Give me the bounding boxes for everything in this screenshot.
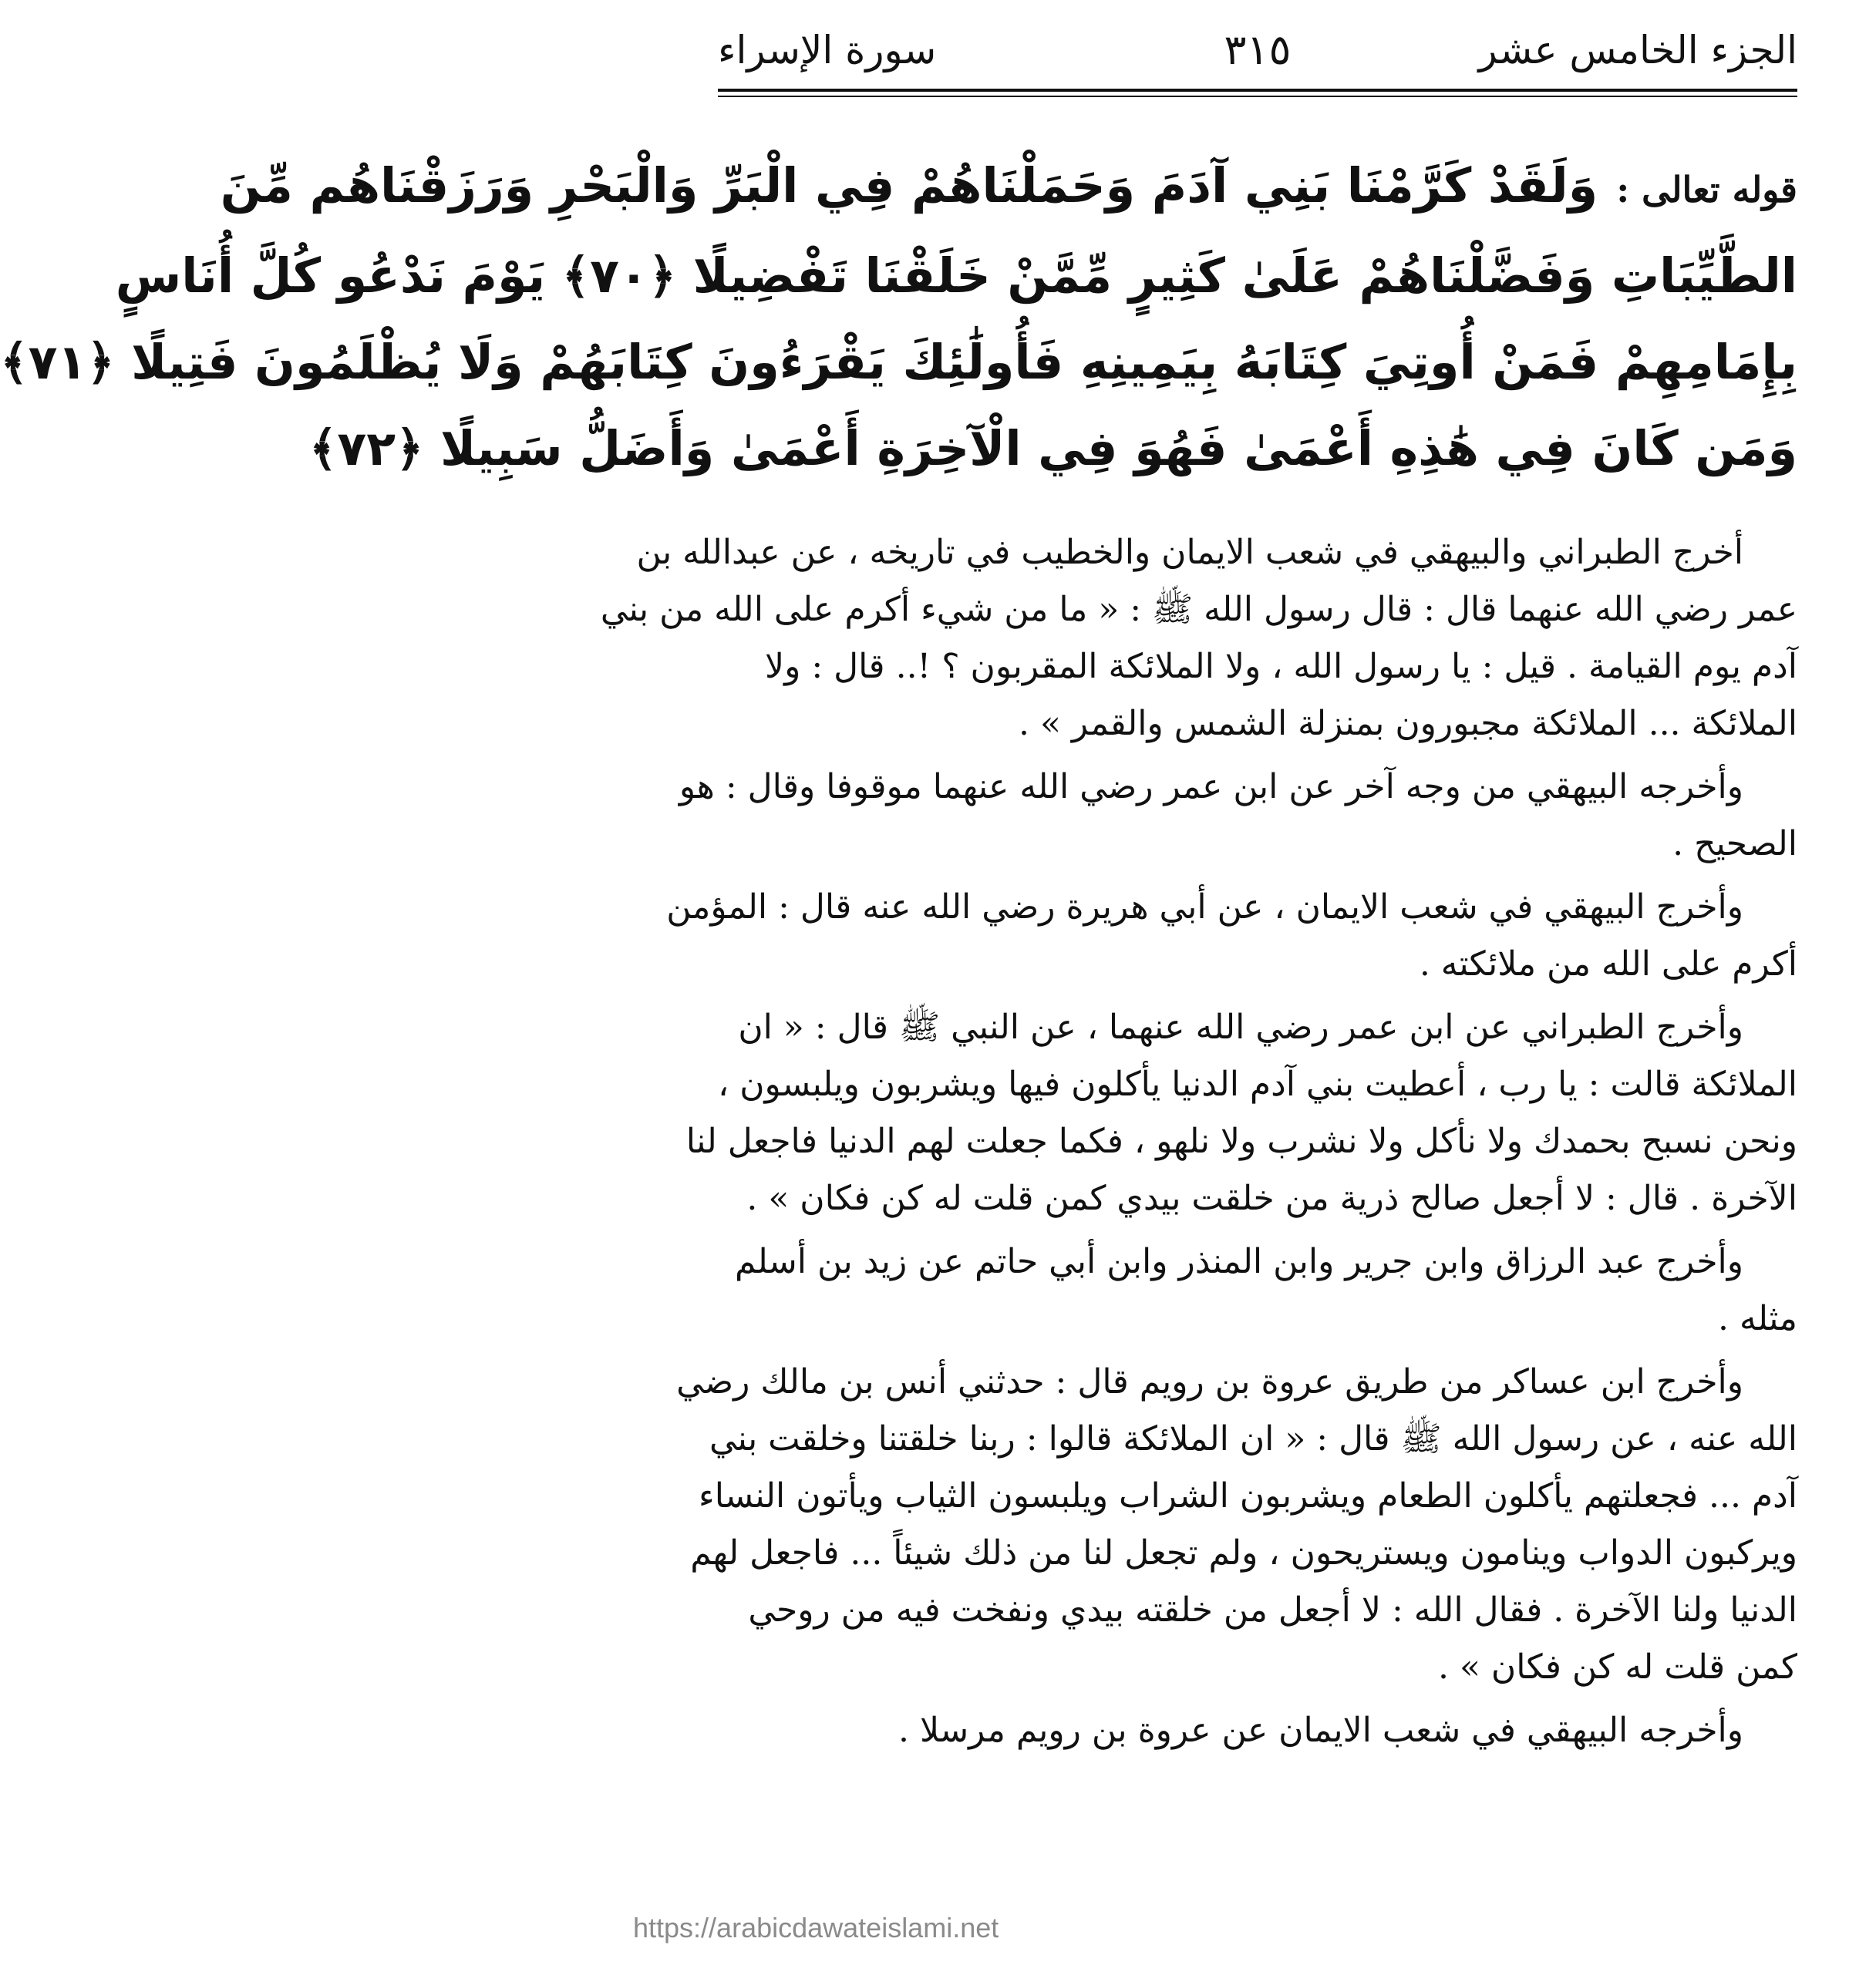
- paragraph: [666, 879, 1797, 993]
- commentary-body: [600, 524, 1797, 1765]
- quran-verse-block: [0, 143, 1797, 492]
- text-line: وأخرج عبد الرزاق وابن جرير وابن المنذر وابن أبي حاتم عن زيد بن أسلم: [735, 1242, 1743, 1281]
- text-line: الله عنه ، عن رسول الله ﷺ قال : « ان الملائكة قالوا : ربنا خلقتنا وخلقت بني: [709, 1419, 1797, 1459]
- text-line: الملائكة ... الملائكة مجبورون بمنزلة الشمس والقمر » .: [1019, 704, 1797, 743]
- text-line: آدم ... فجعلتهم يأكلون الطعام ويشربون الشراب ويلبسون الثياب ويأتون النساء: [699, 1476, 1797, 1516]
- text-line: آدم يوم القيامة . قيل : يا رسول الله ، ولا الملائكة المقربون ؟ !.. قال : ولا: [765, 647, 1797, 686]
- running-head-surah: سورة الإسراء: [718, 28, 937, 72]
- paragraph: [600, 524, 1797, 752]
- text-line: وأخرجه البيهقي في شعب الايمان عن عروة بن رويم مرسلا .: [898, 1711, 1743, 1750]
- text-line: الصحيح .: [1672, 824, 1797, 863]
- text-line: الملائكة قالت : يا رب ، أعطيت بني آدم الدنيا يأكلون فيها ويشربون ويلبسون ،: [718, 1065, 1797, 1104]
- paragraph: [685, 999, 1797, 1227]
- source-watermark: https://arabicdawateislami.net: [633, 1912, 999, 1943]
- text-line: وأخرج البيهقي في شعب الايمان ، عن أبي هريرة رضي الله عنه قال : المؤمن: [666, 887, 1743, 927]
- text-line: كمن قلت له كن فكان » .: [1438, 1647, 1797, 1687]
- verse-line: بِإِمَامِهِمْ فَمَنْ أُوتِيَ كِتَابَهُ بِيَمِينِهِ فَأُولَٰئِكَ يَقْرَءُونَ كِتَابَهُمْ وَلَا يُظْلَمُونَ فَتِيلًا ﴿٧١﴾: [0, 334, 1797, 390]
- verse-line: [220, 143, 1797, 233]
- text-line: أخرج الطبراني والبيهقي في شعب الايمان والخطيب في تاريخه ، عن عبدالله بن: [636, 533, 1743, 572]
- text-line: وأخرج ابن عساكر من طريق عروة بن رويم قال : حدثني أنس بن مالك رضي: [676, 1362, 1743, 1402]
- text-line: وأخرجه البيهقي من وجه آخر عن ابن عمر رضي الله عنهما موقوفا وقال : هو: [679, 767, 1743, 806]
- running-head-juz: الجزء الخامس عشر: [1478, 28, 1797, 72]
- verse-text: وَلَقَدْ كَرَّمْنَا بَنِي آدَمَ وَحَمَلْنَاهُمْ فِي الْبَرِّ وَالْبَحْرِ وَرَزَقْنَاهُم مِّنَ: [220, 157, 1598, 214]
- paragraph: [718, 1702, 1797, 1759]
- text-line: الدنيا ولنا الآخرة . فقال الله : لا أجعل من خلقته بيدي ونفخت فيه من روحي: [748, 1590, 1797, 1630]
- verse-lead: قوله تعالى :: [1616, 169, 1797, 210]
- text-line: ويركبون الدواب وينامون ويستريحون ، ولم تجعل لنا من ذلك شيئاً ... فاجعل لهم: [690, 1533, 1797, 1573]
- paragraph: [676, 1354, 1797, 1696]
- text-line: الآخرة . قال : لا أجعل صالح ذرية من خلقت بيدي كمن قلت له كن فكان » .: [746, 1179, 1797, 1218]
- text-line: مثله .: [1718, 1299, 1797, 1338]
- text-line: أكرم على الله من ملائكته .: [1419, 944, 1797, 984]
- text-line: ونحن نسبح بحمدك ولا نأكل ولا نشرب ولا نلهو ، فكما جعلت لهم الدنيا فاجعل لنا: [685, 1122, 1797, 1161]
- paragraph: [679, 759, 1797, 873]
- verse-line: الطَّيِّبَاتِ وَفَضَّلْنَاهُمْ عَلَىٰ كَثِيرٍ مِّمَّنْ خَلَقْنَا تَفْضِيلًا ﴿٧٠﴾ يَوْمَ نَدْعُو كُلَّ أُنَاسٍ: [115, 247, 1797, 304]
- text-line: وأخرج الطبراني عن ابن عمر رضي الله عنهما ، عن النبي ﷺ قال : « ان: [738, 1008, 1743, 1047]
- page-header: [718, 23, 1797, 85]
- paragraph: [718, 1233, 1797, 1348]
- text-line: عمر رضي الله عنهما قال : قال رسول الله ﷺ : « ما من شيء أكرم على الله من بني: [600, 590, 1797, 629]
- page-number: ٣١٥: [1224, 25, 1292, 74]
- verse-line: وَمَن كَانَ فِي هَٰذِهِ أَعْمَىٰ فَهُوَ فِي الْآخِرَةِ أَعْمَىٰ وَأَضَلُّ سَبِيلًا ﴿٧٢﴾: [309, 420, 1797, 476]
- header-rule: [718, 89, 1797, 92]
- header-rule-thin: [718, 96, 1797, 97]
